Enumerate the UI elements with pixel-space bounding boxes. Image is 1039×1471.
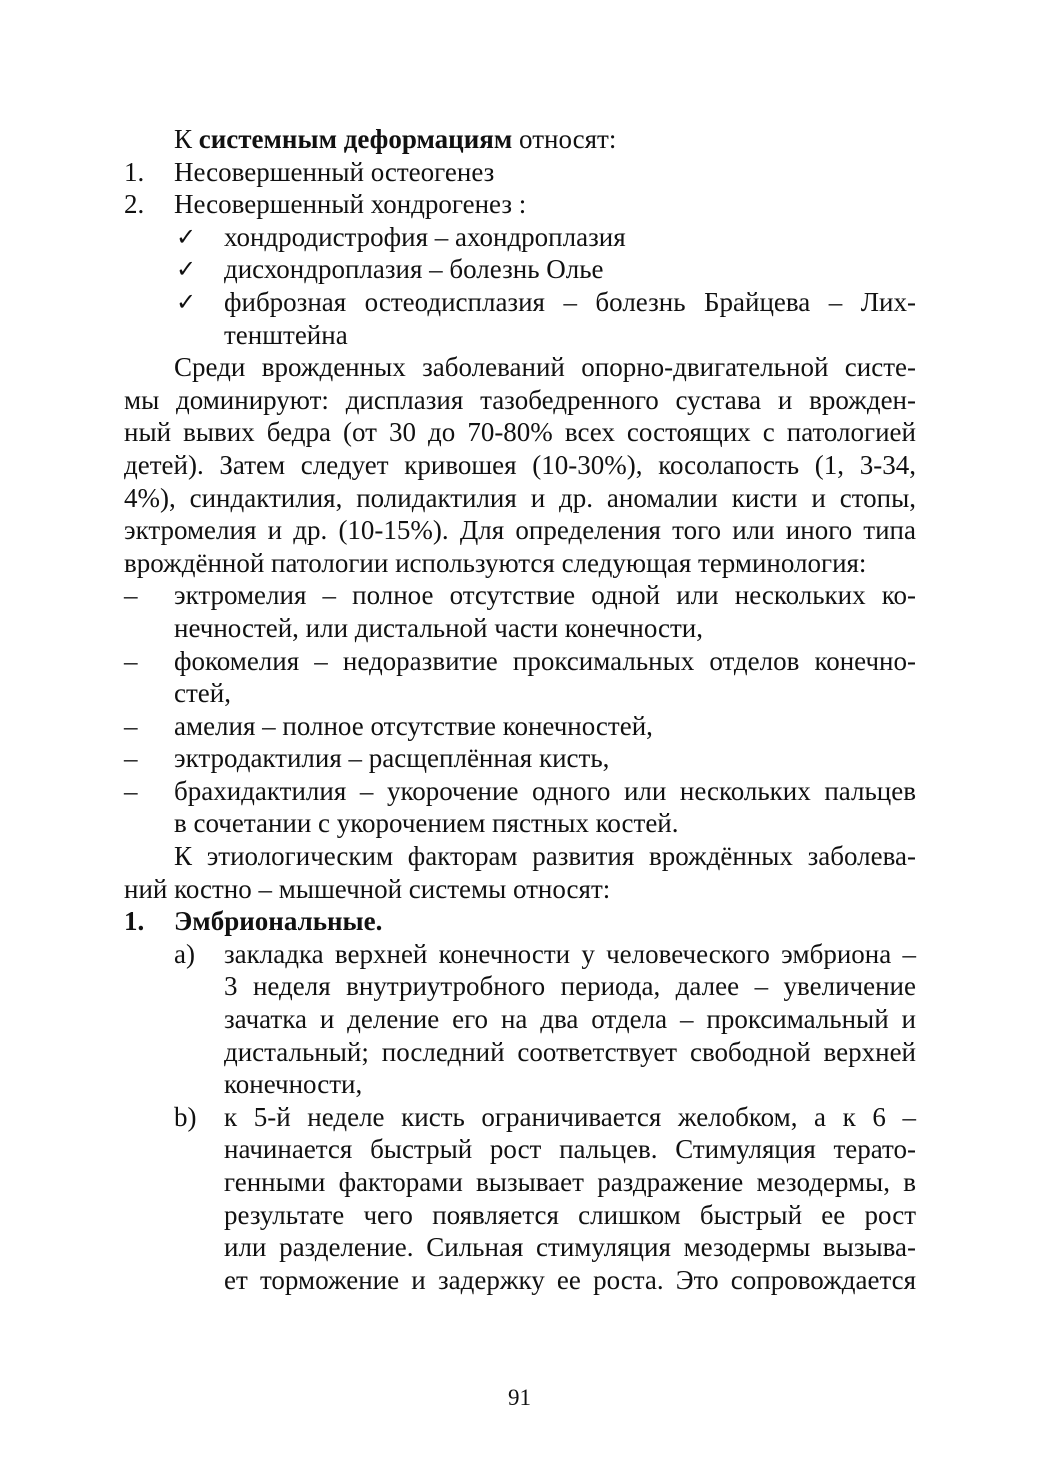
paragraph-line: мы доминируют: дисплазия тазобедренного сустава и врожден- <box>124 384 916 415</box>
sub-item-line: зачатка и деление его на два отдела – проксимальный и <box>224 1004 916 1035</box>
intro-bold-term: системным деформациям <box>198 124 513 154</box>
check-item-line: хондродистрофия – ахондроплазия <box>224 221 626 252</box>
section-number: 1. <box>124 906 145 937</box>
check-icon: ✓ <box>176 255 197 284</box>
check-item <box>124 221 916 254</box>
check-icon: ✓ <box>176 287 197 316</box>
paragraph-line: эктромелия и др. (10-15%). Для определения того или иного типа <box>124 515 916 546</box>
sub-item-marker: a) <box>174 938 195 969</box>
item-number: 2. <box>124 189 145 220</box>
dash-item-line: стей, <box>174 678 231 709</box>
dash-item <box>124 710 916 743</box>
sub-item-line: начинается быстрый рост пальцев. Стимуляция терато- <box>224 1134 916 1165</box>
check-item-line: дисхондроплазия – болезнь Олье <box>224 254 604 285</box>
dash-item-line: амелия – полное отсутствие конечностей, <box>174 710 653 741</box>
sub-item-line: ет торможение и задержку ее роста. Это сопровождается <box>224 1264 916 1295</box>
item-number: 1. <box>124 156 145 187</box>
intro-prefix: К <box>174 124 199 154</box>
sub-item-line: генными факторами вызывает раздражение мезодермы, в <box>224 1167 916 1197</box>
dash-item-line: фокомелия – недоразвитие проксимальных отделов конечно- <box>174 645 916 676</box>
dash-item-line: в сочетании с укорочением пястных костей. <box>174 808 679 839</box>
dash-item <box>124 775 916 840</box>
dash-item-line: эктромелия – полное отсутствие одной или нескольких ко- <box>174 580 916 611</box>
sub-item-line: 3 неделя внутриутробного периода, далее – увеличение <box>224 971 916 1002</box>
dash-item <box>124 645 916 710</box>
check-icon: ✓ <box>176 222 197 251</box>
check-item-line: тенштейна <box>224 319 348 350</box>
dash-item-line: брахидактилия – укорочение одного или нескольких пальцев <box>174 775 916 806</box>
check-item <box>124 286 916 351</box>
dash-bullet: – <box>124 710 138 741</box>
paragraph-line: врождённой патологии используются следующая терминология: <box>124 547 867 578</box>
sub-item-line: или разделение. Сильная стимуляция мезодермы вызыва- <box>224 1232 916 1263</box>
dash-item-line: эктродактилия – расщеплённая кисть, <box>174 743 610 774</box>
sub-item-line: к 5-й неделе кисть ограничивается желобком, а к 6 – <box>224 1101 916 1132</box>
item-text: Несовершенный хондрогенез : <box>174 189 527 220</box>
dash-bullet: – <box>124 775 138 806</box>
intro-suffix: относят: <box>512 124 617 154</box>
dash-item-line: нечностей, или дистальной части конечности, <box>174 612 703 643</box>
paragraph-line: ний костно – мышечной системы относят: <box>124 873 611 904</box>
paragraph-line: К этиологическим факторам развития врождённых заболева- <box>174 841 916 872</box>
check-item-line: фиброзная остеодисплазия – болезнь Брайцева – Лих- <box>224 286 916 317</box>
intro-line <box>124 123 916 156</box>
sub-item-line: конечности, <box>224 1069 363 1100</box>
paragraph-line: детей). Затем следует кривошея (10-30%), косолапость (1, 3-34, <box>124 449 916 480</box>
check-item <box>124 253 916 286</box>
dash-item <box>124 742 916 775</box>
paragraph-line: Среди врожденных заболеваний опорно-двигательной систе- <box>174 352 916 383</box>
paragraph-line: 4%), синдактилия, полидактилия и др. аномалии кисти и стопы, <box>124 482 916 513</box>
section-heading <box>124 905 916 938</box>
dash-bullet: – <box>124 743 138 774</box>
section-title: Эмбриональные. <box>174 906 383 937</box>
sub-item-line: закладка верхней конечности у человеческого эмбриона – <box>224 938 916 969</box>
dash-bullet: – <box>124 580 138 611</box>
sub-item <box>124 938 916 1101</box>
dash-item <box>124 579 916 644</box>
sub-item-line: дистальный; последний соответствует свободной верхней <box>224 1036 916 1067</box>
numbered-item <box>124 188 916 221</box>
paragraph <box>124 351 916 579</box>
paragraph <box>124 840 916 905</box>
page-number: 91 <box>508 1385 531 1410</box>
sub-item-marker: b) <box>174 1101 197 1132</box>
sub-item <box>124 1101 916 1297</box>
paragraph-line: ный вывих бедра (от 30 до 70-80% всех состоящих с патологией <box>124 417 916 448</box>
dash-bullet: – <box>124 645 138 676</box>
sub-item-line: результате чего появляется слишком быстрый ее рост <box>224 1199 916 1230</box>
item-text: Несовершенный остеогенез <box>174 156 495 187</box>
page-body <box>124 123 916 1296</box>
numbered-item <box>124 156 916 189</box>
